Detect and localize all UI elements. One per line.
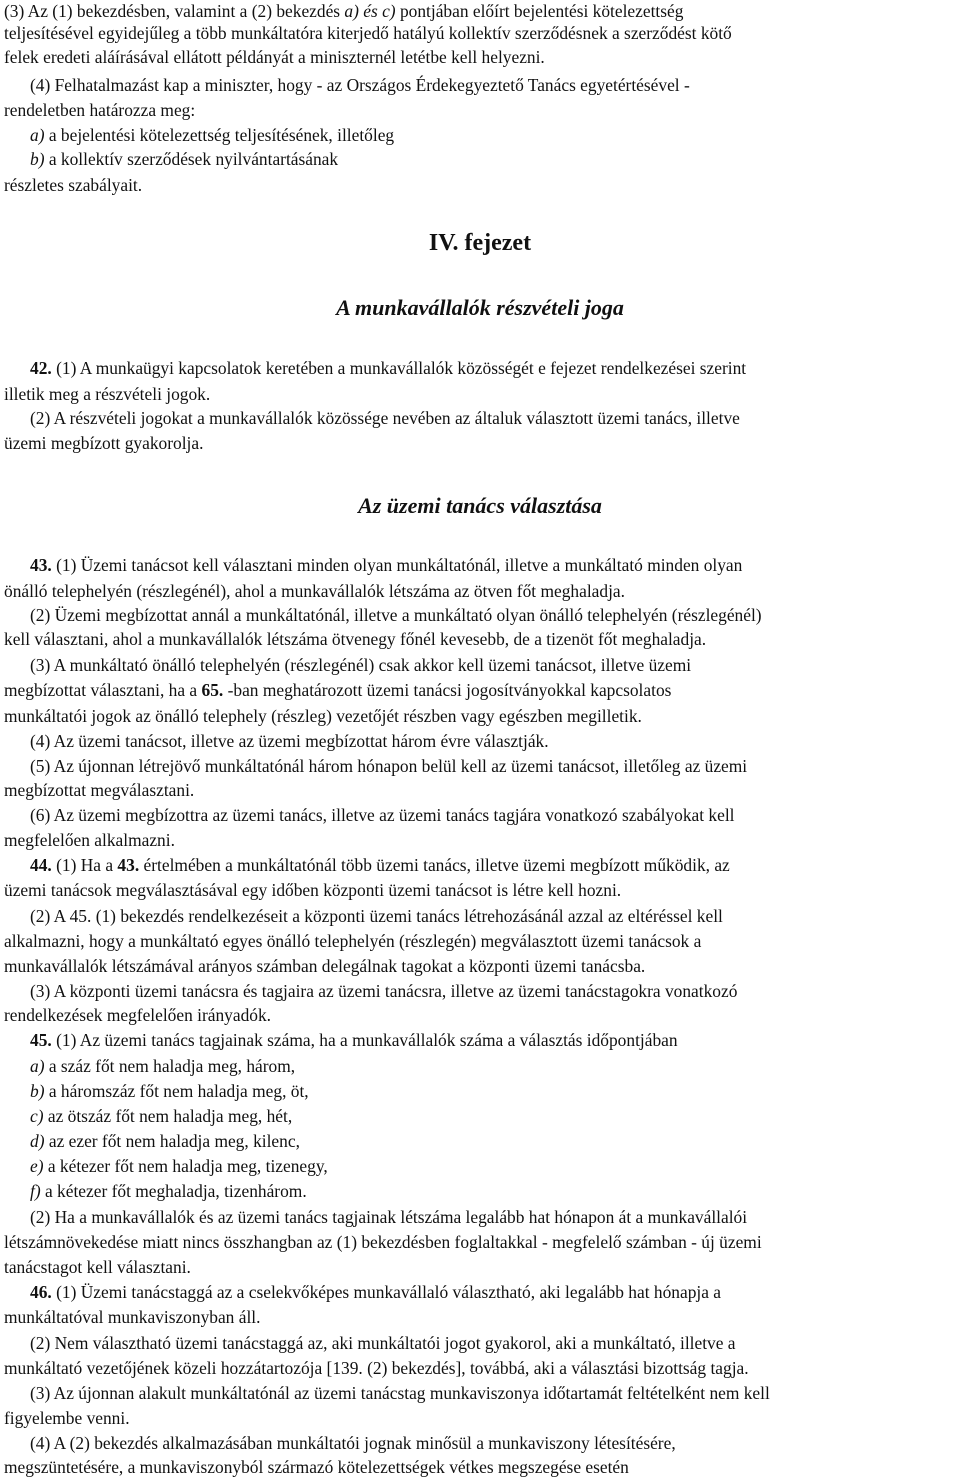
- chapter-title: IV. fejezet: [428, 230, 532, 256]
- paragraph-line: (3) A munkáltató önálló telephelyén (részlegénél) csak akkor kell üzemi tanácsot, illetve üzemi: [30, 655, 692, 675]
- paragraph-line: (5) Az újonnan létrejövő munkáltatónál három hónapon belül kell az üzemi tanácsot, illetőleg az üzemi: [30, 756, 748, 776]
- list-item: a) a száz főt nem haladja meg, három,: [30, 1056, 296, 1076]
- text-line: részletes szabályait.: [4, 175, 143, 195]
- paragraph-line: munkáltatóval munkaviszonyban áll.: [4, 1307, 261, 1327]
- list-item: f) a kétezer főt meghaladja, tizenhárom.: [30, 1181, 307, 1201]
- paragraph-line: figyelembe venni.: [4, 1408, 130, 1428]
- paragraph-line: (2) A részvételi jogokat a munkavállalók közössége nevében az általuk választott üzemi tanács, illetve: [30, 408, 740, 428]
- paragraph-line: (4) A (2) bekezdés alkalmazásában munkáltatói jognak minősül a munkaviszony létesítésére,: [30, 1433, 676, 1453]
- paragraph-line: (3) Az újonnan alakult munkáltatónál az üzemi tanácstag munkaviszonya időtartamát feltételként nem kell: [30, 1383, 770, 1403]
- paragraph-line: 43. (1) Üzemi tanácsot kell választani minden olyan munkáltatónál, illetve a munkáltató minden olyan: [30, 555, 743, 575]
- text-line: b) a kollektív szerződések nyilvántartásának: [30, 149, 339, 169]
- paragraph-line: munkavállalók létszámával arányos számban delegálnak tagokat a központi üzemi tanácsba.: [4, 956, 646, 976]
- section-number: 42.: [30, 358, 52, 378]
- list-item: b) a háromszáz főt nem haladja meg, öt,: [30, 1081, 309, 1101]
- paragraph-line: rendelkezések megfelelően irányadók.: [4, 1005, 272, 1025]
- chapter-subtitle: A munkavállalók részvételi joga: [336, 295, 624, 320]
- paragraph-line: önálló telephelyén (részlegénél), ahol a munkavállalók létszáma az ötven főt meghaladja.: [4, 581, 625, 601]
- paragraph-line: üzemi tanácsok megválasztásával egy időben központi üzemi tanácsot is létre kell hozni.: [4, 880, 622, 900]
- paragraph-line: megszüntetésére, a munkaviszonyból származó kötelezettségek vétkes megszegése esetén: [4, 1457, 629, 1477]
- section-number: 43.: [30, 555, 52, 575]
- paragraph-line: 45. (1) Az üzemi tanács tagjainak száma, ha a munkavállalók száma a választás időpontjában: [30, 1030, 678, 1050]
- paragraph-line: megfelelően alkalmazni.: [4, 830, 175, 850]
- paragraph-line: tanácstagot kell választani.: [4, 1257, 191, 1277]
- text-line: felek eredeti aláírásával ellátott példányát a miniszternél letétbe kell helyezni.: [4, 47, 545, 67]
- paragraph-line: kell választani, ahol a munkavállalók létszáma ötvenegy főnél kevesebb, de a tizenöt főt meghaladja.: [4, 629, 707, 649]
- list-item: c) az ötszáz főt nem haladja meg, hét,: [30, 1106, 293, 1126]
- section-number: 45.: [30, 1030, 52, 1050]
- paragraph-line: (2) A 45. (1) bekezdés rendelkezéseit a központi üzemi tanács létrehozásánál azzal az eltéréssel kell: [30, 906, 723, 926]
- section-title: Az üzemi tanács választása: [358, 493, 602, 518]
- text-line: (3) Az (1) bekezdésben, valamint a (2) bekezdés a) és c) pontjában előírt bejelentési kötelezettség: [4, 1, 684, 21]
- paragraph-line: (2) Üzemi megbízottat annál a munkáltatónál, illetve a munkáltató olyan önálló telephelyén (részlegénél): [30, 605, 762, 625]
- text-line: rendeletben határozza meg:: [4, 100, 196, 120]
- paragraph-line: (3) A központi üzemi tanácsra és tagjaira az üzemi tanácsra, illetve az üzemi tanácstagokra vonatkozó: [30, 981, 738, 1001]
- paragraph-line: megbízottat megválasztani.: [4, 780, 195, 800]
- paragraph-line: (6) Az üzemi megbízottra az üzemi tanács, illetve az üzemi tanács tagjára vonatkozó szabályokat kell: [30, 805, 735, 825]
- paragraph-line: (4) Az üzemi tanácsot, illetve az üzemi megbízottat három évre választják.: [30, 731, 549, 751]
- paragraph-line: munkáltató vezetőjének közeli hozzátartozója [139. (2) bekezdés], továbbá, aki a választási bizottság tagja.: [4, 1358, 749, 1378]
- paragraph-line: (2) Nem választható üzemi tanácstaggá az, aki munkáltatói jogot gyakorol, aki a munkáltató, illetve a: [30, 1333, 736, 1353]
- paragraph-line: 46. (1) Üzemi tanácstaggá az a cselekvőképes munkavállaló választható, aki legalább hat hónapja a: [30, 1282, 722, 1302]
- list-item: e) a kétezer főt nem haladja meg, tizenegy,: [30, 1156, 328, 1176]
- paragraph-line: üzemi megbízott gyakorolja.: [4, 433, 204, 453]
- paragraph-line: 44. (1) Ha a 43. értelmében a munkáltatónál több üzemi tanács, illetve üzemi megbízott működik, az: [30, 855, 730, 875]
- text-line: (4) Felhatalmazást kap a miniszter, hogy - az Országos Érdekegyeztető Tanács egyetértésével -: [30, 75, 690, 95]
- paragraph-line: alkalmazni, hogy a munkáltató egyes önálló telephelyén (részlegén) megválasztott üzemi tanácsok a: [4, 931, 702, 951]
- paragraph-line: munkáltatói jogok az önálló telephely (részleg) vezetőjét részben vagy egészben megilletik.: [4, 706, 642, 726]
- text-line: teljesítésével egyidejűleg a több munkáltatóra kiterjedő hatályú kollektív szerződésnek a szerződést kötő: [4, 23, 732, 43]
- text-line: a) a bejelentési kötelezettség teljesítésének, illetőleg: [30, 125, 395, 145]
- section-number: 44.: [30, 855, 52, 875]
- paragraph-line: létszámnövekedése miatt nincs összhangban az (1) bekezdésben foglaltakkal - megfelelő számban - új üzemi: [4, 1232, 762, 1252]
- paragraph-line: illetik meg a részvételi jogok.: [4, 384, 211, 404]
- paragraph-line: megbízottat választani, ha a 65. -ban meghatározott üzemi tanácsi jogosítványokkal kapcsolatos: [4, 680, 672, 700]
- list-item: d) az ezer főt nem haladja meg, kilenc,: [30, 1131, 300, 1151]
- section-number: 46.: [30, 1282, 52, 1302]
- paragraph-line: 42. (1) A munkaügyi kapcsolatok keretében a munkavállalók közösségét e fejezet rendelkezései szerint: [30, 358, 747, 378]
- paragraph-line: (2) Ha a munkavállalók és az üzemi tanács tagjainak létszáma legalább hat hónapon át a munkavállalói: [30, 1207, 748, 1227]
